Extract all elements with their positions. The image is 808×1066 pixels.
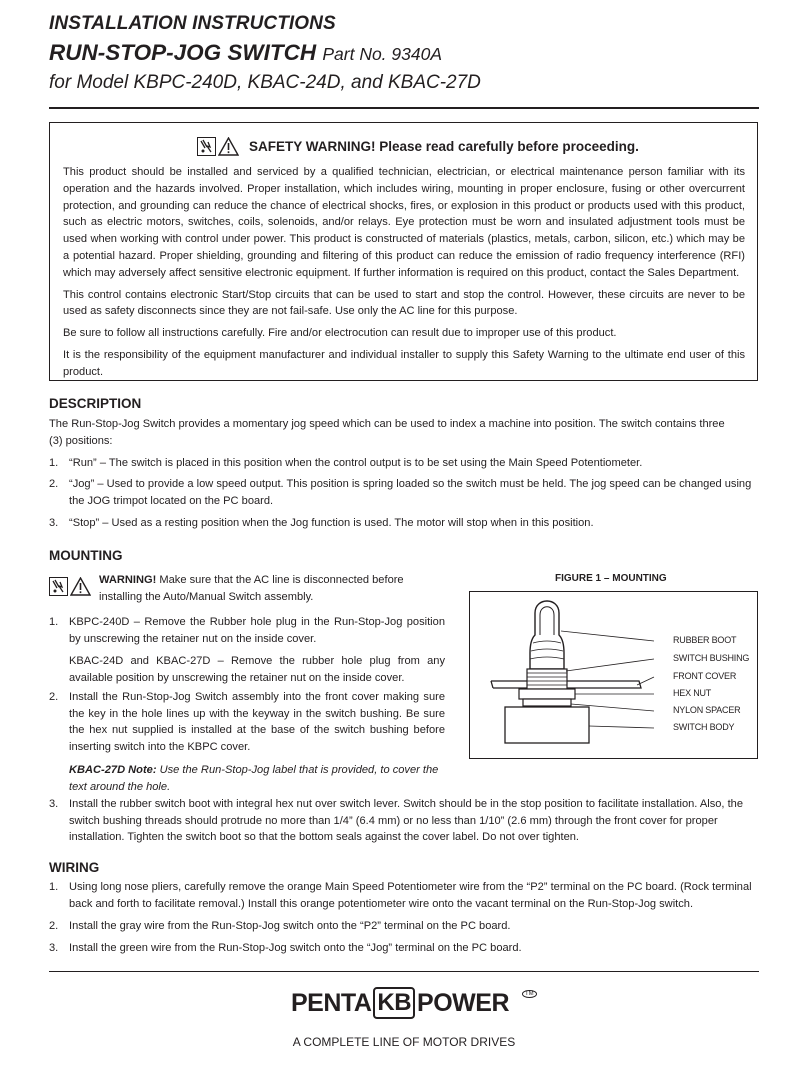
- list-item: [49, 879, 759, 912]
- figure-label: HEX NUT: [673, 688, 712, 698]
- item-note: [69, 762, 445, 795]
- item-text: KBPC-240D – Remove the Rubber hole plug in the Run-Stop-Jog position by unscrewing the retainer nut on the inside cover.: [69, 616, 445, 645]
- figure-label: SWITCH BUSHING: [673, 653, 750, 663]
- trademark-mark: TM: [522, 990, 537, 998]
- warning-icons: [197, 137, 239, 156]
- safety-paragraph: This control contains electronic Start/Stop circuits that can be used to start and stop the control. However, these circuits are never to be used as safety disconnects since they are not fail-safe. Use only the AC line for this purpose.: [63, 288, 745, 318]
- mounting-heading: MOUNTING: [49, 548, 123, 563]
- note-text: Use the Run-Stop-Jog label that is provided, to cover the text around the hole.: [69, 763, 439, 793]
- figure-label: RUBBER BOOT: [673, 635, 737, 645]
- safety-title: SAFETY WARNING! Please read carefully before proceeding.: [249, 138, 639, 154]
- doc-type-heading: INSTALLATION INSTRUCTIONS: [49, 13, 336, 34]
- description-heading: DESCRIPTION: [49, 396, 142, 411]
- item-text: “Run” – The switch is placed in this position when the control output is to be set using the Main Speed Potentiometer.: [69, 457, 643, 469]
- item-number: 3.: [49, 517, 59, 529]
- logo-kb: KB: [373, 987, 415, 1019]
- model-line: for Model KBPC-240D, KBAC-24D, and KBAC-27D: [49, 72, 481, 93]
- list-item: [49, 476, 754, 509]
- tagline: A COMPLETE LINE OF MOTOR DRIVES: [292, 1035, 516, 1049]
- item-text: “Jog” – Used to provide a low speed output. This position is spring loaded so the switch must be held. The jog speed can be changed using the JOG trimpot located on the PC board.: [69, 478, 752, 507]
- safety-body: [63, 164, 745, 386]
- item-number: 2.: [49, 920, 59, 932]
- caution-triangle-icon: [70, 577, 91, 596]
- title-text: RUN-STOP-JOG SWITCH: [49, 40, 317, 65]
- figure-title: FIGURE 1 – MOUNTING: [555, 573, 667, 584]
- item-text: KBAC-24D and KBAC-27D – Remove the rubber hole plug from any available position by unscrewing the retainer nut on the inside cover.: [69, 655, 445, 685]
- list-item: [49, 515, 759, 532]
- item-text: Using long nose pliers, carefully remove the orange Main Speed Potentiometer wire from the “P2” terminal on the PC board. (Rock terminal back and forth to facilitate removal.) Install this orange potentiometer wire onto the vacant terminal on the Run-Stop-Jog switch.: [69, 881, 752, 910]
- warning-text: Make sure that the AC line is disconnected before installing the Auto/Manual Switch assembly.: [99, 574, 404, 603]
- safety-heading: [197, 133, 639, 159]
- doc-title: [49, 40, 442, 66]
- list-item: [49, 614, 445, 693]
- figure-label: SWITCH BODY: [673, 722, 735, 732]
- item-text: Install the gray wire from the Run-Stop-Jog switch onto the “P2” terminal on the PC board.: [69, 920, 511, 932]
- logo-right: POWER: [417, 988, 509, 1017]
- note-label: KBAC-27D Note:: [69, 763, 157, 776]
- wiring-heading: WIRING: [49, 860, 100, 875]
- caution-triangle-icon: [218, 137, 239, 156]
- item-number: 1.: [49, 881, 59, 893]
- item-number: 2.: [49, 478, 59, 490]
- list-item: [49, 455, 759, 472]
- item-number: 2.: [49, 691, 59, 703]
- safety-paragraph: Be sure to follow all instructions carefully. Fire and/or electrocution can result due to improper use of this product.: [63, 327, 617, 340]
- part-number: Part No. 9340A: [322, 44, 443, 64]
- item-text: Install the green wire from the Run-Stop-Jog switch onto the “Jog” terminal on the PC board.: [69, 942, 522, 954]
- item-number: 3.: [49, 942, 59, 954]
- item-body: [69, 614, 445, 693]
- item-number: 3.: [49, 798, 59, 810]
- safety-paragraph: It is the responsibility of the equipment manufacturer and individual installer to supply this Safety Warning to the ultimate end user of this product.: [63, 348, 745, 378]
- item-number: 1.: [49, 616, 59, 628]
- item-text: “Stop” – Used as a resting position when the Jog function is used. The motor will stop when in this position.: [69, 517, 594, 529]
- mounting-warning: [99, 572, 429, 605]
- logo-left: PENTA: [291, 988, 372, 1017]
- footer-divider: [49, 971, 759, 972]
- mounting-warning-icons: [49, 577, 91, 596]
- warning-label: WARNING!: [99, 574, 157, 586]
- safety-paragraph: This product should be installed and serviced by a qualified technician, electrician, or electrical maintenance person familiar with its operation and the hazards involved. Proper installation, which includes wiring, mounting in proper enclosure, fusing or other overcurrent protection, and grounding can reduce the chance of electrical shocks, fires, or explosion in this product or products used with this product, such as electric motors, switches, coils, solenoids, and/or relays. Eye protection must be worn and insulated adjustment tools must be used when working with control under power. This product is constructed of materials (plastics, metals, carbon, silicon, etc.) which may be a potential hazard. Proper shielding, grounding and filtering of this product can reduce the emission of radio frequency interference (RFI) which may adversely affect sensitive electronic equipment. If further information is required on this product, contact the Sales Department.: [63, 166, 745, 279]
- list-item: [49, 689, 445, 801]
- description-intro: The Run-Stop-Jog Switch provides a momentary jog speed which can be used to index a machine into position. The switch contains three (3) positions:: [49, 418, 725, 447]
- item-text: Install the Run-Stop-Jog Switch assembly into the front cover making sure the key in the hole lines up with the keyway in the switch bushing. Be sure the hex nut supplied is installed at the base of the switch bushing before inserting switch into the KBPC cover.: [69, 691, 445, 754]
- list-item: [49, 796, 759, 846]
- electrical-hazard-icon: [49, 577, 68, 596]
- brand-logo: [291, 987, 509, 1019]
- figure-label: FRONT COVER: [673, 671, 737, 681]
- item-body: [69, 689, 445, 801]
- item-number: 1.: [49, 457, 59, 469]
- list-item: [49, 940, 759, 957]
- item-text: Install the rubber switch boot with integral hex nut over switch lever. Switch should be in the stop position to facilitate installation. Also, the switch bushing threads should protrude no more than 1/4” (6.4 mm) or no less than 1/10” (2.6 mm) through the front cover for proper installation. Tighten the switch boot so that the bottom seals against the cover label. Do not over tighten.: [69, 798, 744, 844]
- electrical-hazard-icon: [197, 137, 216, 156]
- header-divider: [49, 107, 759, 109]
- figure-label: NYLON SPACER: [673, 705, 741, 715]
- list-item: [49, 918, 759, 935]
